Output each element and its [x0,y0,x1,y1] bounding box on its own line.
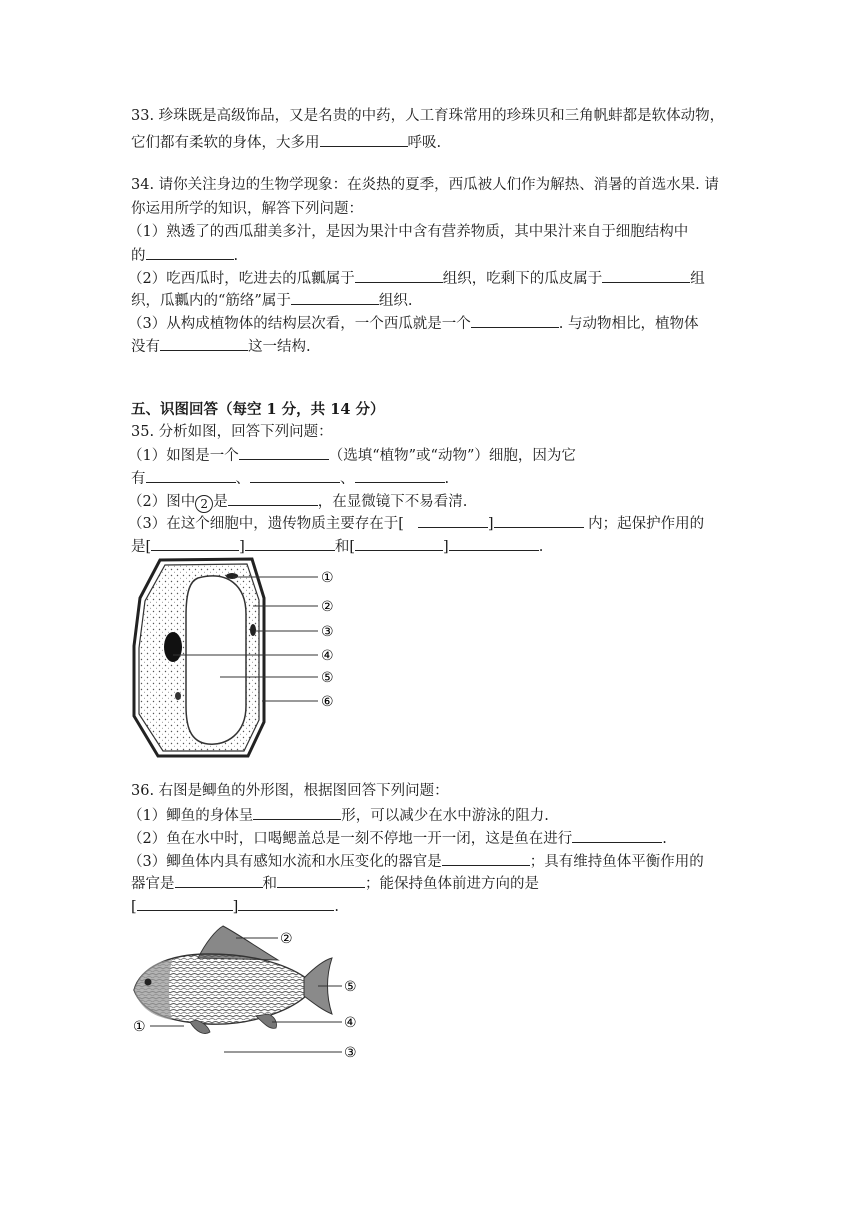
nucleus [164,632,182,662]
q35-p1: （1）如图是一个 （选填“植物”或“动物”）细胞，因为它 [128,445,576,466]
label-5: ⑤ [344,979,357,995]
label-4: ④ [321,648,334,664]
answer-blank[interactable] [449,536,539,551]
circled-number: 2 [195,495,213,513]
answer-blank[interactable] [245,536,335,551]
q35-p3-cont: 是[ ] 和[ ] . [131,536,543,557]
section-title: 五、识图回答（每空 1 分，共 14 分） [131,401,385,418]
vacuole [186,576,246,744]
q35-p2: （2）图中 2 是 ，在显微镜下不易看清. [128,491,467,513]
q33-line1: 33. 珍珠既是高级饰品，又是名贵的中药，人工育珠常用的珍珠贝和三角帆蚌都是软体动物， [131,108,725,124]
q36-p1: （1）鲫鱼的身体呈 形，可以减少在水中游泳的阻力. [128,805,549,826]
q34-p1b: 的 . [131,245,238,266]
answer-blank[interactable] [253,805,341,820]
answer-blank[interactable] [250,468,340,483]
label-1: ① [133,1019,146,1035]
label-5: ⑤ [321,670,334,686]
answer-blank[interactable] [228,491,318,506]
q36-p3-cont: 器官是 和 ；能保持鱼体前进方向的是 [131,873,539,894]
q36-p3-end: [ ] . [131,896,339,917]
label-4: ④ [344,1015,357,1031]
answer-blank[interactable] [239,445,329,460]
answer-blank[interactable] [355,536,443,551]
fish-diagram [128,924,368,1064]
answer-blank[interactable] [602,268,690,283]
answer-blank[interactable] [291,290,379,305]
q34-line2: 你运用所学的知识，解答下列问题： [131,201,363,217]
answer-blank[interactable] [146,468,236,483]
q35-p3: （3）在这个细胞中，遗传物质主要存在于[ ] 内；起保护作用的 [128,513,704,534]
fish-eye [145,979,152,986]
q35-p1-cont: 有 、 、 . [131,468,449,489]
label-1: ① [321,570,334,586]
chloroplast [175,692,181,700]
chloroplast [250,624,256,636]
answer-blank[interactable] [238,896,334,911]
answer-blank[interactable] [494,513,584,528]
anal-fin [256,1014,277,1028]
answer-blank[interactable] [355,468,445,483]
label-6: ⑥ [321,694,334,710]
answer-blank[interactable] [572,828,662,843]
q34-p3-cont: 没有 这一结构. [131,336,311,357]
answer-blank[interactable] [160,336,248,351]
label-3: ③ [321,624,334,640]
q34-p2: （2）吃西瓜时，吃进去的瓜瓤属于 组织，吃剩下的瓜皮属于 组 [128,268,705,289]
answer-blank[interactable] [320,132,408,147]
q33-line2: 它们都有柔软的身体，大多用 呼吸. [131,132,441,153]
q34-p2-cont: 织，瓜瓤内的“筋络”属于 组织. [131,290,412,311]
chloroplast [226,573,238,579]
answer-blank[interactable] [151,536,239,551]
q36-p2: （2）鱼在水中时，口喝鳃盖总是一刻不停地一开一闭，这是鱼在进行 . [128,828,667,849]
q36-p3: （3）鲫鱼体内具有感知水流和水压变化的器官是 ；具有维持鱼体平衡作用的 [128,851,704,872]
plant-cell-diagram [128,556,348,761]
answer-blank[interactable] [471,313,559,328]
answer-blank[interactable] [355,268,443,283]
answer-blank[interactable] [277,873,365,888]
q34-p3: （3）从构成植物体的结构层次看，一个西瓜就是一个 . 与动物相比，植物体 [128,313,698,334]
q35-line1: 35. 分析如图，回答下列问题： [131,424,333,440]
answer-blank[interactable] [146,245,234,260]
fish-head-shade [134,960,172,1020]
answer-blank[interactable] [418,513,488,528]
label-2: ② [280,931,293,947]
answer-blank[interactable] [175,873,263,888]
label-3: ③ [344,1045,357,1061]
q34-p1: （1）熟透了的西瓜甜美多汁，是因为果汁中含有营养物质，其中果汁来自于细胞结构中 [128,224,689,240]
answer-blank[interactable] [442,851,530,866]
q34-line1: 34. 请你关注身边的生物学现象：在炎热的夏季，西瓜被人们作为解热、消暑的首选水果. 请 [131,177,719,193]
q36-line1: 36. 右图是鲫鱼的外形图，根据图回答下列问题： [131,783,449,799]
label-2: ② [321,599,334,615]
answer-blank[interactable] [137,896,233,911]
